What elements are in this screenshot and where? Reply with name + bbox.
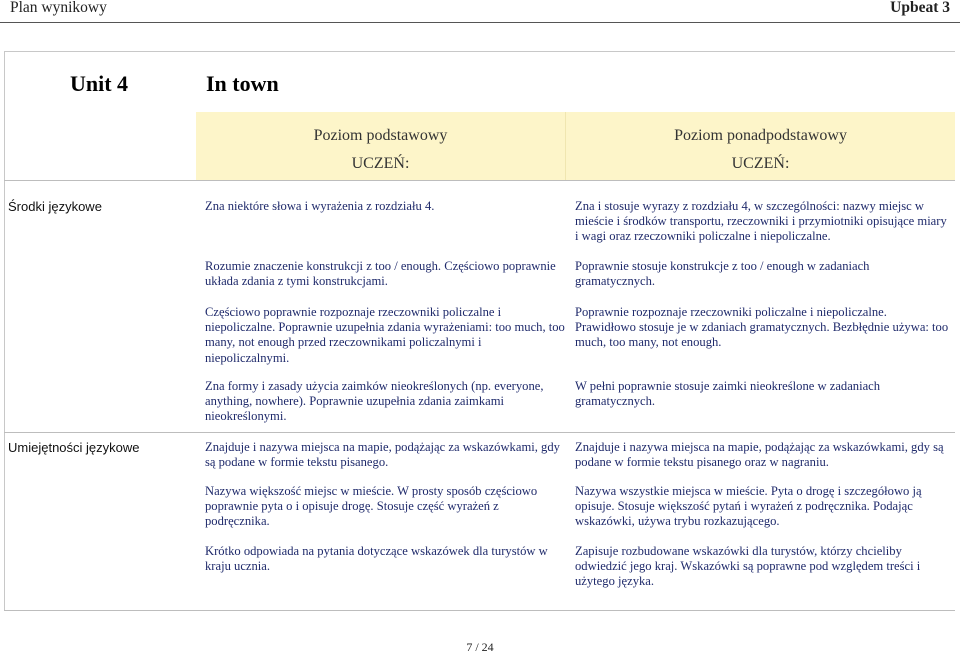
- basic-criterion: Znajduje i nazywa miejsca na mapie, podążając za wskazówkami, gdy są podane w formie tekstu pisanego.: [205, 440, 560, 470]
- advanced-criterion: W pełni poprawnie stosuje zaimki nieokreślone w zadaniach gramatycznych.: [575, 379, 881, 409]
- advanced-criterion: Zna i stosuje wyrazy z rozdziału 4, w szczególności: nazwy miejsc w mieście i środków transportu, rzeczowniki i przymiotniki opisujące miary i wagi oraz rzeczowniki policzalne i niepoliczalne.: [575, 199, 947, 244]
- advanced-criterion: Poprawnie rozpoznaje rzeczowniki policzalne i niepoliczalne. Prawidłowo stosuje je w zdaniach gramatycznych. Bezbłędnie używa: too much, too many, not enough.: [575, 305, 949, 350]
- unit-title: In town: [206, 71, 279, 96]
- basic-criterion: Zna niektóre słowa i wyrażenia z rozdziału 4.: [205, 199, 435, 213]
- section-label-language-skills: Umiejętności językowe: [8, 440, 140, 455]
- unit-number: Unit 4: [70, 71, 129, 96]
- basic-criterion: Nazywa większość miejsc w mieście. W prosty sposób częściowo poprawnie pyta o i opisuje drogę. Stosuje część wyrażeń z podręcznika.: [205, 484, 538, 529]
- basic-criterion: Krótko odpowiada na pytania dotyczące wskazówek dla turystów w kraju ucznia.: [205, 544, 548, 574]
- row-rule: [4, 180, 955, 181]
- basic-criterion: Zna formy i zasady użycia zaimków nieokreślonych (np. everyone, anything, nowhere). Poprawnie uzupełnia zdania zaimkami nieokreślonymi.: [205, 379, 544, 424]
- advanced-criterion: Zapisuje rozbudowane wskazówki dla turystów, którzy chcieliby odwiedzić jego kraj. Wskazówki są poprawne pod względem treści i użytego języka.: [575, 544, 921, 589]
- document-header-book: Upbeat 3: [890, 0, 950, 16]
- advanced-level-subtitle: UCZEŃ:: [731, 155, 790, 172]
- basic-criterion: Częściowo poprawnie rozpoznaje rzeczowniki policzalne i niepoliczalne. Poprawnie uzupełnia zdania wyrażeniami: too much, too many, not enough przed rzeczownikami policzalnymi i niepoliczalnymi.: [205, 305, 565, 365]
- section-label-language-means: Środki językowe: [8, 199, 102, 214]
- advanced-criterion: Poprawnie stosuje konstrukcje z too / enough w zadaniach gramatycznych.: [575, 259, 870, 289]
- basic-criterion: Rozumie znaczenie konstrukcji z too / enough. Częściowo poprawnie układa zdania z tymi konstrukcjami.: [205, 259, 556, 289]
- row-rule: [4, 432, 955, 433]
- header-rule: [0, 22, 960, 23]
- advanced-level-title: Poziom ponadpodstawowy: [674, 127, 847, 144]
- basic-level-subtitle: UCZEŃ:: [351, 155, 410, 172]
- basic-level-title: Poziom podstawowy: [313, 127, 448, 144]
- advanced-criterion: Nazywa wszystkie miejsca w mieście. Pyta o drogę i szczegółowo ją opisuje. Stosuje większość pytań i wyrażeń z podręcznika. Podając wskazówki, używa trybu rozkazującego.: [575, 484, 922, 529]
- document-header-title: Plan wynikowy: [10, 0, 107, 16]
- advanced-criterion: Znajduje i nazywa miejsca na mapie, podążając za wskazówkami, gdy są podane w formie tekstu pisanego oraz w nagraniu.: [575, 440, 944, 470]
- table-bottom-rule: [4, 610, 955, 611]
- page-number: 7 / 24: [466, 640, 494, 654]
